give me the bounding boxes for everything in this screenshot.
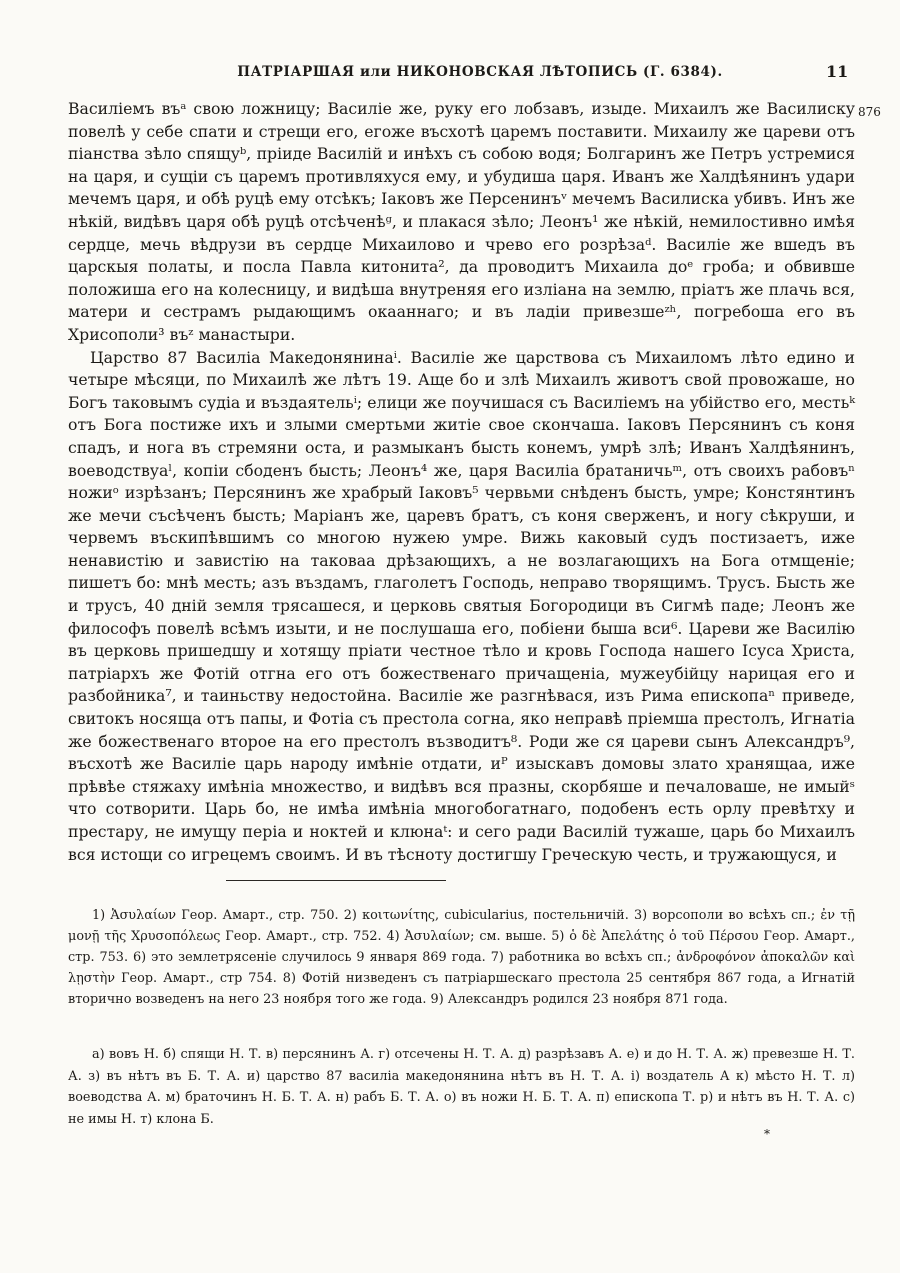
paragraph-1: Василіемъ въᵃ свою ложницу; Василіе же, руку его лобзавъ, изыде. Михаилъ же Василиску повелѣ у себе спати и стрещи его, егоже въсхотѣ царемъ поставити. Михаилу же цареви отъ піанства зѣло спящуᵇ, пріиде Василій и инѣхъ съ собою водя; Болгаринъ же Петръ устремися на царя, и сущіи съ царемъ противляхуся ему, и убудиша царя. Иванъ же Халдѣянинъ удари мечемъ царя, и обѣ руцѣ ему отсѣкъ; Іаковъ же Персенинъᵛ мечемъ Василиска убивъ. Инъ же нѣкій, видѣвъ царя обѣ руцѣ отсѣченѣᵍ, и плакася зѣло; Леонъ¹ же нѣкій, немилостивно имѣя сердце, мечь вѣдрузи въ сердце Михаилово и чрево его розрѣзаᵈ. Василіе же вшедъ въ царскыя полаты, и посла Павла китонита², да проводитъ Михаила доᵉ гроба; и обвивше положиша его на колесницу, и видѣша внутреняя его изліана на землю, пріатъ же плачь вся, матери и сестрамъ рыдающимъ окааннаго; и въ ладіи привезшеᶻʰ, погребоша его въ Хрисополи³ въᶻ манастыри. [68, 99, 855, 344]
margin-year-number: 876 [858, 105, 881, 119]
running-title: ПАТРІАРШАЯ или НИКОНОВСКАЯ ЛѢТОПИСЬ (Г. 6384). [237, 64, 723, 80]
page-number: 11 [826, 62, 849, 81]
main-text [68, 98, 855, 866]
end-mark: * [764, 1127, 770, 1141]
variant-readings [68, 1044, 855, 1130]
footnotes-text: 1) Ἀσυλαίων Геор. Амарт., стр. 750. 2) κοιτωνίτης, cubicularius, постельничій. 3) ворсополи во всѣхъ сп.; ἐν τῇ μονῇ τῆς Χρυσοπόλεως Геор. Амарт., стр. 752. 4) Ἀσυλαίων; см. выше. 5) ὁ δὲ Ἀπελάτης ὁ τοῦ Πέρσου Геор. Амарт., стр. 753. 6) это землетрясеніе случилось 9 января 869 года. 7) работника во всѣхъ сп.; ἀνδροφόνον ἀποκαλῶν καὶ λῃστὴν Геор. Амарт., стр 754. 8) Фотій низведенъ съ патріаршескаго престола 25 сентября 867 года, а Игнатій вторично возведенъ на него 23 ноября того же года. 9) Александръ родился 23 ноября 871 года. [68, 908, 855, 1007]
footnotes [68, 905, 855, 1010]
paragraph-2: Царство 87 Василіа Македонянинаⁱ. Василіе же царствова съ Михаиломъ лѣто едино и четыре мѣсяци, по Михаилѣ же лѣтъ 19. Аще бо и злѣ Михаилъ животъ свой провожаше, но Богъ таковымъ судіа и въздаятельⁱ; елици же поучишася съ Василіемъ на убійство его, местьᵏ отъ Бога постиже ихъ и злыми смертьми житіе свое скончаша. Іаковъ Персянинъ съ коня спадъ, и нога въ стремяни оста, и размыканъ бысть конемъ, умрѣ злѣ; Иванъ Халдѣянинъ, воеводствуаˡ, копіи сбоденъ бысть; Леонъ⁴ же, царя Василіа братаничьᵐ, отъ своихъ рабовъⁿ ножиᵒ изрѣзанъ; Персянинъ же храбрый Іаковъ⁵ червьми снѣденъ бысть, умре; Констянтинъ же мечи съсѣченъ бысть; Маріанъ же, царевъ братъ, съ коня сверженъ, и ногу сѣкруши, и червемъ въскипѣвшимъ со многою нужею умре. Вижь каковый судъ постизаетъ, иже ненавистію и завистію на таковаа дрѣзающихъ, а не возлагающихъ на Бога отмщеніе; пишетъ бо: мнѣ месть; азъ въздамъ, глаголетъ Господь, неправо творящимъ. Трусъ. Бысть же и трусъ, 40 дній земля трясашеся, и церковь святыя Богородици въ Сигмѣ паде; Леонъ же философъ повелѣ всѣмъ изыти, и не послушаша его, побіени быша вси⁶. Цареви же Василію въ церковь пришедшу и хотящу пріати честное тѣло и кровь Господа нашего Ісуса Христа, патріархъ же Фотій отгна его отъ божественаго причащеніа, мужеубійцу нарицая его и разбойника⁷, и таиньству недостойна. Василіе же разгнѣвася, изъ Рима епископаⁿ приведе, свитокъ носяща отъ папы, и Фотіа съ престола согна, яко неправѣ пріемша престолъ, Игнатіа же божественаго второе на его престолъ възводитъ⁸. Роди же ся цареви сынъ Александръ⁹, въсхотѣ же Василіе царь народу имѣніе отдати, иᴾ изыскавъ домовы злато хранящаа, иже прѣвѣе стяжаху имѣніа множество, и видѣвъ вся празны, скорбяше и печаловаше, не имыйˢ что сотворити. Царь бо, не имѣа имѣніа многобогатнаго, подобенъ есть орлу превѣтху и престару, не имущу періа и ноктей и клюнаᵗ: и сего ради Василій тужаше, царь бо Михаилъ вся истощи со игрецемъ своимъ. И въ тѣсноту достигшу Греческую честь, и тружающуся, и [68, 347, 855, 864]
footnote-divider [226, 880, 446, 881]
variants-text: а) вовъ Н. б) спящи Н. Т. в) персянинъ А. г) отсечены Н. Т. А. д) разрѣзавъ А. е) и до Н. Т. А. ж) превезше Н. Т. А. з) въ нѣтъ въ Б. Т. А. и) царство 87 василіа македонянина нѣтъ въ Н. Т. А. і) воздатель А к) мѣсто Н. Т. л) воеводства А. м) браточинъ Н. Б. Т. А. н) рабъ Б. Т. А. о) въ ножи Н. Б. Т. А. п) епископа Т. р) и нѣтъ въ Н. Т. А. с) не имы Н. т) клона Б. [68, 1047, 855, 1127]
